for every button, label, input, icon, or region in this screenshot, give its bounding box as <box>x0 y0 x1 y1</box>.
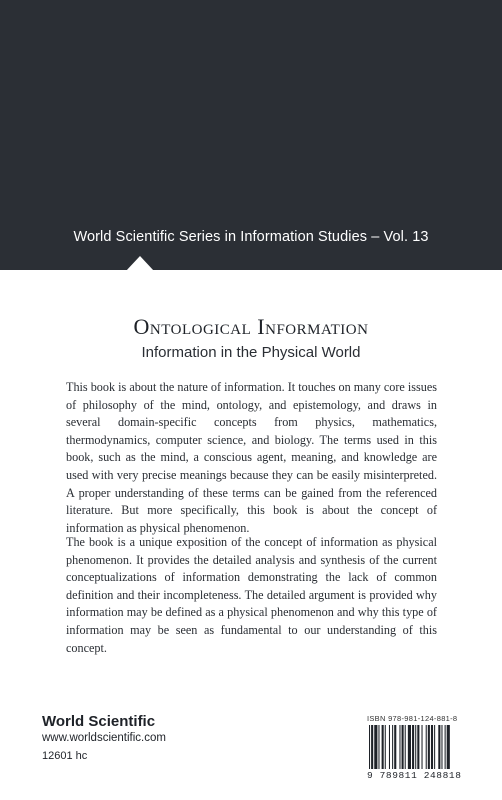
book-title: Ontological Information <box>133 314 369 339</box>
description-paragraph-1: This book is about the nature of information. It touches on many core issues of philosophy of the mind, ontology, and epistemology, and draws in several domain-specific concepts from physics, mathematics, thermodynamics, computer science, and biology. The terms used in this book, such as the mind, a conscious agent, meaning, and knowledge are used with very precise meanings because they can be easily misinterpreted. A proper understanding of these terms can be gained from the referenced literature. But more specifically, this book is about the concept of information as physical phenomenon. <box>66 380 437 535</box>
publisher-url: www.worldscientific.com <box>42 732 166 744</box>
description-paragraph-2: The book is a unique exposition of the concept of information as physical phenomenon. It provides the detailed analysis and synthesis of the current conceptualizations of information demonstrating the lack of common definition and their incompleteness. The detailed argument is provided why information may be defined as a physical phenomenon and why this type of information may be seen as fundamental to our understanding of this concept. <box>66 535 437 655</box>
barcode-block <box>367 714 477 781</box>
book-subtitle: Information in the Physical World <box>141 344 361 361</box>
isbn-text: ISBN 978-981-124-881-8 <box>367 714 458 723</box>
band-notch <box>126 256 154 271</box>
series-title: World Scientific Series in Information Studies – Vol. 13 <box>73 229 429 245</box>
product-code: 12601 hc <box>42 750 88 762</box>
barcode-icon <box>367 725 475 769</box>
publisher-block <box>42 713 166 764</box>
header-band <box>0 0 502 270</box>
publisher-name: World Scientific <box>42 713 156 730</box>
barcode-digits: 9 789811 248818 <box>367 770 462 781</box>
